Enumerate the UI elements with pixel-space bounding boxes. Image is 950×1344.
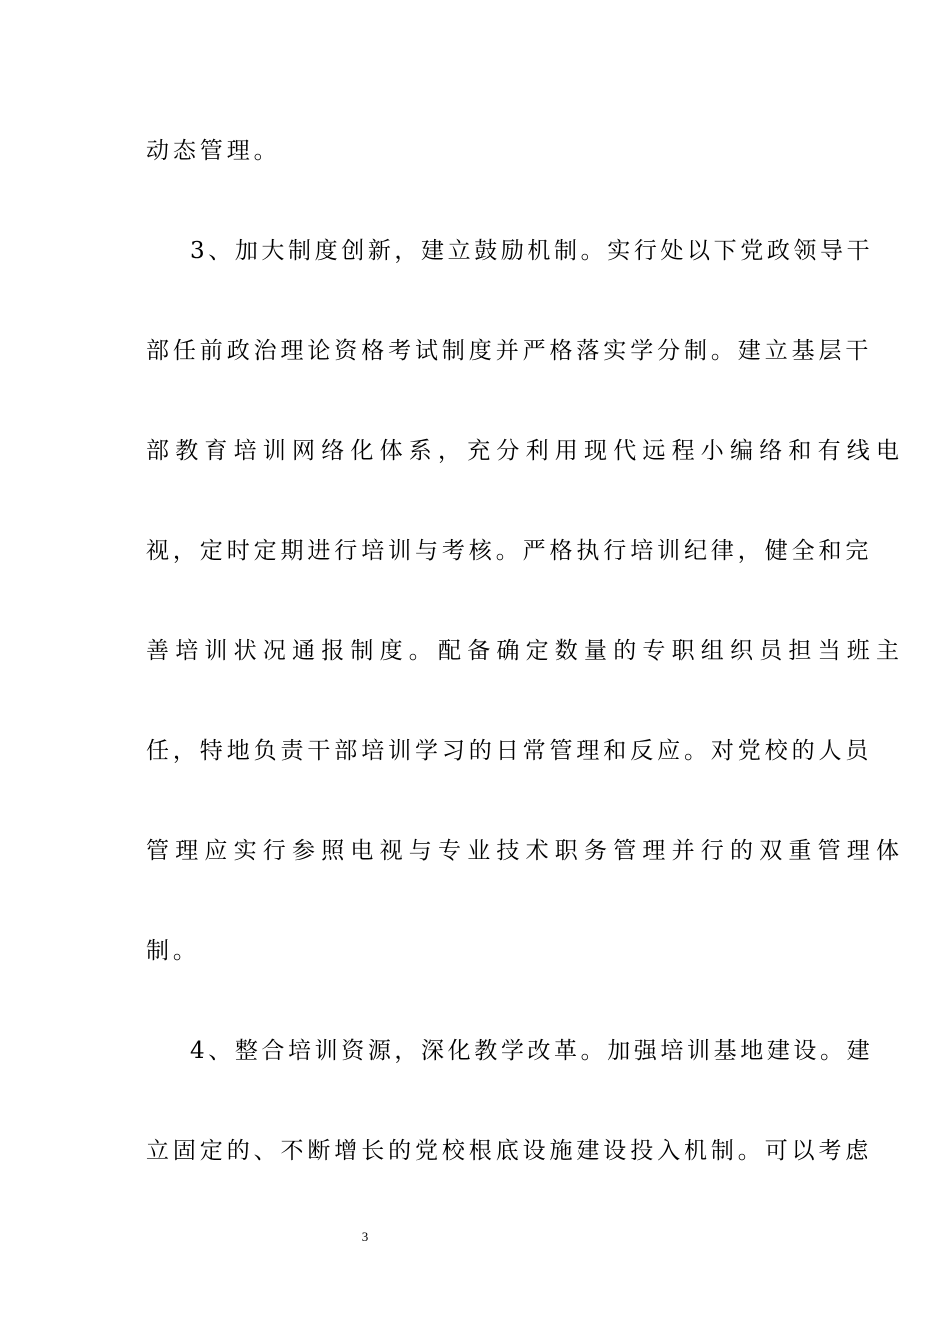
text-line: 立固定的、不断增长的党校根底设施建设投入机制。可以考虑 (146, 1138, 873, 1164)
text-line: 视，定时定期进行培训与考核。严格执行培训纪律，健全和完 (146, 538, 873, 564)
text-line: 任，特地负责干部培训学习的日常管理和反应。对党校的人员 (146, 738, 873, 764)
text-line: 管理应实行参照电视与专业技术职务管理并行的双重管理体 (146, 838, 906, 864)
text-line: 动态管理。 (146, 138, 281, 164)
text-line: 部任前政治理论资格考试制度并严格落实学分制。建立基层干 (146, 338, 873, 364)
paragraph-heading-3: 3、加大制度创新，建立鼓励机制。实行处以下党政领导干 (190, 238, 874, 264)
text-line: 部教育培训网络化体系，充分利用现代远程小编络和有线电 (146, 438, 906, 464)
text-line: 制。 (146, 938, 200, 964)
text-line: 善培训状况通报制度。配备确定数量的专职组织员担当班主 (146, 638, 906, 664)
paragraph-heading-4: 4、整合培训资源，深化教学改革。加强培训基地建设。建 (190, 1038, 874, 1064)
page-number: 3 (361, 1229, 369, 1244)
